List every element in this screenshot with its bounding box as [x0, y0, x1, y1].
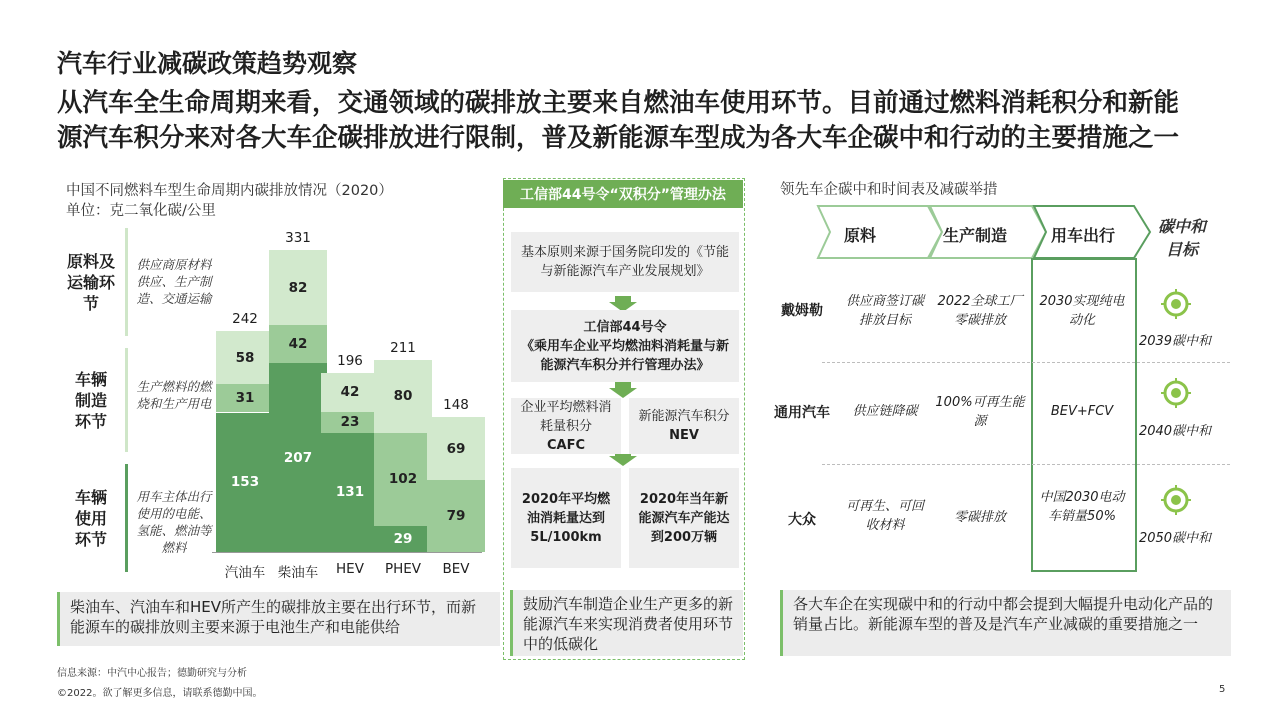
bar-total-PHEV: 211: [390, 339, 416, 356]
policy-order-name: 《乘用车企业平均燃油料消耗量与新能源汽车积分并行管理办法》: [520, 338, 729, 373]
bar-segment-BEV-2: 69: [427, 417, 485, 480]
page-title: 汽车行业减碳政策趋势观察: [57, 49, 358, 78]
company-gm: 通用汽车: [774, 405, 830, 421]
bar-segment-汽油车-1: 31: [216, 384, 274, 412]
nev-box: [629, 398, 739, 454]
vw-make: 零碳排放: [953, 510, 1006, 525]
stage-make-l3: 环节: [74, 411, 107, 431]
bar-total-HEV: 196: [337, 353, 363, 370]
cafc-label: 企业平均燃料消耗量积分: [520, 399, 612, 434]
goal-header-l2: 目标: [1165, 240, 1198, 259]
stage-label-use: [57, 464, 128, 572]
stage-raw-l3: 节: [82, 293, 99, 313]
copyright: ©2022。欲了解更多信息，请联系德勤中国。: [57, 688, 263, 699]
bar-segment-汽油车-2: 58: [216, 331, 274, 384]
right-note: 各大车企在实现碳中和的行动中都会提到大幅提升电动化产品的销量占比。新能源车型的普及是汽车产业减碳的重要措施之一: [780, 590, 1231, 656]
arrow-down-icon: [609, 456, 637, 466]
goal-header: [1150, 214, 1214, 260]
vw-use: 中国2030电动车销量50%: [1039, 490, 1125, 524]
page-number: 5: [1219, 684, 1226, 695]
policy-header: 工信部44号令“双积分”管理办法: [503, 180, 743, 208]
subtitle-line-2: 源汽车积分来对各大车企碳排放进行限制，普及新能源车型成为各大车企碳中和行动的主要措施之一: [57, 123, 1180, 153]
stage-use-l2: 使用: [74, 508, 107, 528]
stage-desc-use: 用车主体出行使用的电能、氢能、燃油等燃料: [136, 489, 212, 555]
policy-order-box: [511, 310, 739, 382]
bar-total-BEV: 148: [443, 397, 469, 414]
stage-use-l1: 车辆: [74, 487, 107, 507]
nev-label: 新能源汽车积分: [638, 409, 730, 424]
stage-label-make: [57, 348, 128, 452]
stage-make-l1: 车辆: [74, 369, 107, 389]
x-tick-PHEV: PHEV: [384, 561, 422, 577]
chart-x-axis: [212, 552, 482, 553]
nev-target-box: 2020年当年新能源汽车产能达到200万辆: [629, 468, 739, 568]
gm-make: 100%可再生能源: [935, 395, 1025, 429]
stage-label-raw: [57, 228, 128, 336]
bar-total-柴油车: 331: [285, 230, 311, 247]
company-vw: 大众: [788, 512, 816, 528]
bar-segment-HEV-1: 23: [321, 412, 379, 433]
cafc-code: CAFC: [546, 437, 586, 453]
middle-note: 鼓励汽车制造企业生产更多的新能源汽车来实现消费者使用环节中的低碳化: [510, 590, 743, 656]
stage-use-label: 用车出行: [1050, 226, 1115, 245]
stage-desc-make: 生产燃料的燃烧和生产用电: [136, 379, 212, 411]
row-divider: [822, 464, 1230, 465]
x-tick-柴油车: 柴油车: [277, 565, 319, 581]
source-note: 信息来源：中汽中心报告；德勤研究与分析: [57, 668, 247, 679]
stage-make-l2: 制造: [74, 390, 107, 410]
gm-use: BEV+FCV: [1050, 404, 1114, 419]
bar-segment-汽油车-0: 153: [216, 413, 274, 553]
company-daimler: 戴姆勒: [781, 303, 823, 319]
bar-segment-柴油车-0: 207: [269, 363, 327, 552]
bar-segment-柴油车-2: 82: [269, 250, 327, 325]
policy-order-title: 工信部44号令: [583, 319, 667, 335]
arrow-down-icon: [609, 388, 637, 398]
gm-raw: 供应链降碳: [852, 404, 918, 419]
bar-segment-HEV-2: 42: [321, 373, 379, 411]
timeline-title: 领先车企碳中和时间表及减碳举措: [780, 182, 998, 198]
daimler-make: 2022全球工厂零碳排放: [937, 294, 1023, 328]
bar-total-汽油车: 242: [232, 311, 258, 328]
nev-code: NEV: [669, 428, 699, 443]
stage-raw-label: 原料: [843, 226, 876, 245]
target-icon: [1160, 484, 1192, 516]
bar-segment-PHEV-0: 29: [374, 526, 432, 552]
stage-raw-l2: 运输环: [66, 272, 115, 292]
chart-title: 中国不同燃料车型生命周期内碳排放情况（2020）: [66, 183, 393, 199]
x-tick-汽油车: 汽油车: [224, 565, 266, 581]
stage-desc-raw: 供应商原材料供应、生产制造、交通运输: [136, 257, 212, 306]
chart-unit: 单位：克二氧化碳/公里: [66, 203, 216, 219]
daimler-raw: 供应商签订碳排放目标: [845, 294, 924, 328]
stage-use-l3: 环节: [74, 529, 107, 549]
bar-segment-PHEV-1: 102: [374, 433, 432, 526]
page-subtitle: [57, 86, 1237, 156]
daimler-use: 2030实现纯电动化: [1039, 294, 1125, 328]
x-tick-BEV: BEV: [442, 561, 470, 577]
policy-basis-box: 基本原则来源于国务院印发的《节能与新能源汽车产业发展规划》: [511, 232, 739, 292]
bar-segment-柴油车-1: 42: [269, 325, 327, 363]
vw-target: 2050碳中和: [1138, 531, 1212, 546]
goal-header-l1: 碳中和: [1157, 217, 1206, 236]
subtitle-line-1: 从汽车全生命周期来看，交通领域的碳排放主要来自燃油车使用环节。目前通过燃料消耗积分和新能: [57, 88, 1180, 118]
row-divider: [822, 362, 1230, 363]
cafc-target-box: 2020年平均燃油消耗量达到5L/100km: [511, 468, 621, 568]
gm-target: 2040碳中和: [1138, 424, 1212, 439]
bar-segment-BEV-1: 79: [427, 480, 485, 552]
cafc-box: [511, 398, 621, 454]
target-icon: [1160, 377, 1192, 409]
daimler-target: 2039碳中和: [1138, 334, 1212, 349]
stage-make-label: 生产制造: [942, 226, 1007, 245]
bar-segment-HEV-0: 131: [321, 433, 379, 552]
target-icon: [1160, 288, 1192, 320]
vw-raw: 可再生、可回收材料: [845, 499, 924, 533]
stage-raw-l1: 原料及: [66, 251, 115, 271]
left-note: 柴油车、汽油车和HEV所产生的碳排放主要在出行环节，而新能源车的碳排放则主要来源于电池生产和电能供给: [57, 592, 500, 646]
bar-segment-PHEV-2: 80: [374, 360, 432, 433]
x-tick-HEV: HEV: [336, 561, 364, 577]
